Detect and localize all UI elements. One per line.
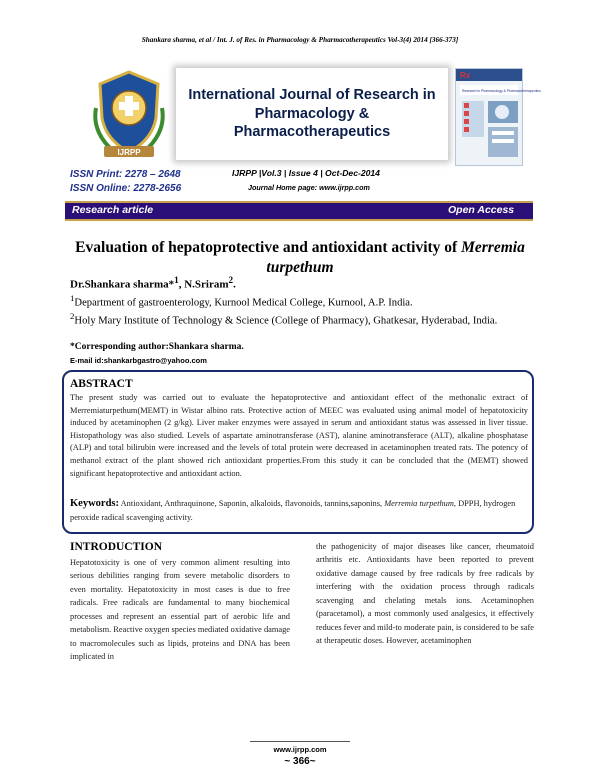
author-2-affil: 2 — [228, 275, 234, 285]
issn-online: ISSN Online: 2278-2656 — [70, 183, 182, 194]
keywords-species: Merremia turpethum — [384, 499, 454, 508]
introduction-heading: INTRODUCTION — [70, 541, 163, 553]
abstract-body: The present study was carried out to evaluate the hepatoprotective and antioxidant effect of the methonalic extract of Merremiaturpethum(MEMT) in Wistar albino rats. Protective action of MEEC was evaluated using animal model of hepatotoxicity induced by acetaminophen (2 g/kg). Liver maker enzymes were assayed in serum and antioxidant status was assessed in liver tissue. Histopathology was also studied. Levels of aspartate aminotransferase (AST), alanine aminotransferace (ALT), alkaline phosphatase (ALP) and total bilirubin were increased and the levels of total protein were decreased in acetaminophen treated rats. The potency of methanol extract of the plant showed rich antioxidant properties.From this study it can be concluded that the (MEMT) showed significant hepatoprotective and antioxidant action. — [70, 393, 528, 478]
introduction-right-column: the pathogenicity of major diseases like cancer, rheumatoid arthritis etc. Antioxidants have been reported to prevent oxidative damage caused by free radicals by free radicals by interfering with the oxidation process through radicals scavenging and chelating metals ions. Acetaminophen (paracetamol), a most commonly used analgesics, it effectively reduces fever and mild-to moderate pain, is considered to be safe at therapeutic doses. However, acetaminophen — [316, 542, 534, 646]
svg-text:Rx: Rx — [460, 71, 471, 80]
journal-homepage: Journal Home page: www.ijrpp.com — [248, 183, 370, 192]
keywords-label: Keywords: — [70, 498, 119, 509]
affiliation-2-text: Holy Mary Institute of Technology & Science (College of Pharmacy), Ghatkesar, Hyderabad, India. — [74, 315, 498, 327]
keywords-text-a: Antioxidant, Anthraquinone, Saponin, alkaloids, flavonoids, tannins,saponins, — [119, 499, 385, 508]
cover-title: Research in Pharmacology & Pharmacotherapeutics — [462, 89, 541, 93]
journal-title-box — [176, 68, 448, 160]
footer-url: www.ijrpp.com — [273, 745, 327, 754]
running-head: Shankara sharma, et al / Int. J. of Res. in Pharmacology & Pharmacotherapeutics Vol-3(4) 2014 [366-373] — [141, 36, 459, 44]
author-email: E-mail id:shankarbgastro@yahoo.com — [70, 356, 207, 365]
article-type-label: Research article — [72, 204, 154, 216]
affiliation-1-mark: 1 — [70, 293, 75, 303]
affiliation-2-mark: 2 — [70, 311, 75, 321]
author-2: N.Sriram — [184, 278, 229, 291]
corresponding-author: *Corresponding author:Shankara sharma. — [70, 342, 244, 352]
journal-name: International Journal of Research in Pharmacology & Pharmacotherapeutics — [188, 86, 436, 141]
keywords — [70, 496, 528, 524]
footer-divider — [250, 741, 350, 742]
logo-text: IJRPP — [117, 148, 141, 157]
issn-print: ISSN Print: 2278 – 2648 — [70, 169, 181, 180]
page-number: ~ 366~ — [284, 756, 316, 767]
abstract-heading: ABSTRACT — [70, 378, 133, 390]
author-list: Dr.Shankara sharma*$^1$, N.Sriram$^2$. — [70, 275, 236, 291]
author-1: Dr.Shankara sharma* — [70, 278, 175, 291]
article-title — [70, 238, 530, 278]
introduction-left-column: Hepatotoxicity is one of very common aliment resulting into serious debilities ranging from severe metabolic disorders to even mortality. Hepatotoxicity in most cases is due to free radicals. Free radicals are fundamental to many biochemical processes and represent an essential part of aerobic life and metabolism. Reactive oxygen species mediated oxidative damage to macromolecules such as lipids, proteins and DNA has been implicated in — [70, 558, 290, 662]
affiliation-1-text: Department of gastroenterology, Kurnool Medical College, Kurnool, A.P. India. — [74, 297, 413, 309]
affiliation-2 — [70, 311, 532, 329]
affiliation-1 — [70, 293, 532, 311]
volume-issue: IJRPP |Vol.3 | Issue 4 | Oct-Dec-2014 — [232, 168, 380, 178]
author-1-affil: 1 — [174, 275, 179, 285]
article-title-text: Evaluation of hepatoprotective and antioxidant activity of — [75, 239, 462, 256]
journal-cover-thumbnail — [455, 68, 541, 166]
journal-emblem-logo — [88, 68, 170, 160]
keywords-text-b: , DPPH, hydrogen peroxide radical scavenging activity. — [70, 499, 516, 522]
article-title-species: Merremia turpethum — [266, 239, 525, 277]
open-access-label: Open Access — [448, 204, 515, 216]
